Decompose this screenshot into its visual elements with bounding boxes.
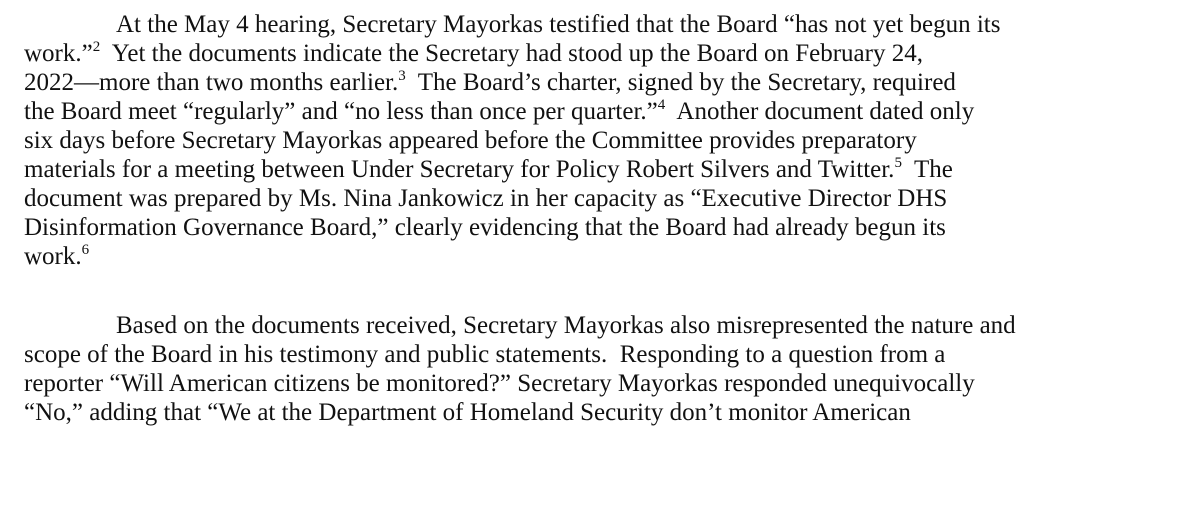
text-run: 2022—more than two months earlier. (24, 69, 399, 96)
text-line (24, 398, 1189, 427)
text-run: document was prepared by Ms. Nina Jankowicz in her capacity as “Executive Director DHS (24, 185, 948, 212)
text-line (24, 311, 1189, 340)
text-line (24, 242, 1189, 271)
text-run: Yet the documents indicate the Secretary had stood up the Board on February 24, (100, 40, 923, 67)
text-run: Another document dated only (665, 98, 975, 125)
text-line (24, 68, 1189, 97)
footnote-ref-6[interactable]: 6 (81, 241, 90, 258)
text-line (24, 97, 1189, 126)
text-line (24, 213, 1189, 242)
text-run: Disinformation Governance Board,” clearly evidencing that the Board had already begun its (24, 214, 946, 241)
footnote-ref-5[interactable]: 5 (894, 154, 902, 171)
text-run: work.” (24, 40, 93, 67)
text-line (24, 340, 1189, 369)
footnote-ref-4[interactable]: 4 (657, 96, 666, 113)
text-line (24, 10, 1189, 39)
text-line (24, 184, 1189, 213)
footnote-ref-2[interactable]: 2 (92, 38, 101, 55)
text-run: The (901, 156, 953, 183)
text-line (24, 369, 1189, 398)
text-run: The Board’s charter, signed by the Secretary, required (405, 69, 956, 96)
text-run: scope of the Board in his testimony and public statements. Responding to a question from a (24, 341, 946, 368)
text-run: At the May 4 hearing, Secretary Mayorkas testified that the Board “has not yet begun its (116, 11, 1001, 38)
text-run: materials for a meeting between Under Secretary for Policy Robert Silvers and Twitter. (24, 156, 895, 183)
text-run: reporter “Will American citizens be monitored?” Secretary Mayorkas responded unequivocally (24, 370, 975, 397)
text-line (24, 126, 1189, 155)
document-page (24, 10, 1189, 427)
text-run: the Board meet “regularly” and “no less than once per quarter.” (24, 98, 658, 125)
text-line (24, 155, 1189, 184)
text-line (24, 39, 1189, 68)
paragraph-1 (24, 10, 1189, 271)
footnote-ref-3[interactable]: 3 (398, 67, 406, 84)
paragraph-2 (24, 311, 1189, 427)
text-run: six days before Secretary Mayorkas appeared before the Committee provides preparatory (24, 127, 917, 154)
text-run: Based on the documents received, Secretary Mayorkas also misrepresented the nature and (116, 312, 1016, 339)
text-run: work. (24, 243, 82, 270)
text-run: “No,” adding that “We at the Department of Homeland Security don’t monitor American (24, 399, 911, 426)
